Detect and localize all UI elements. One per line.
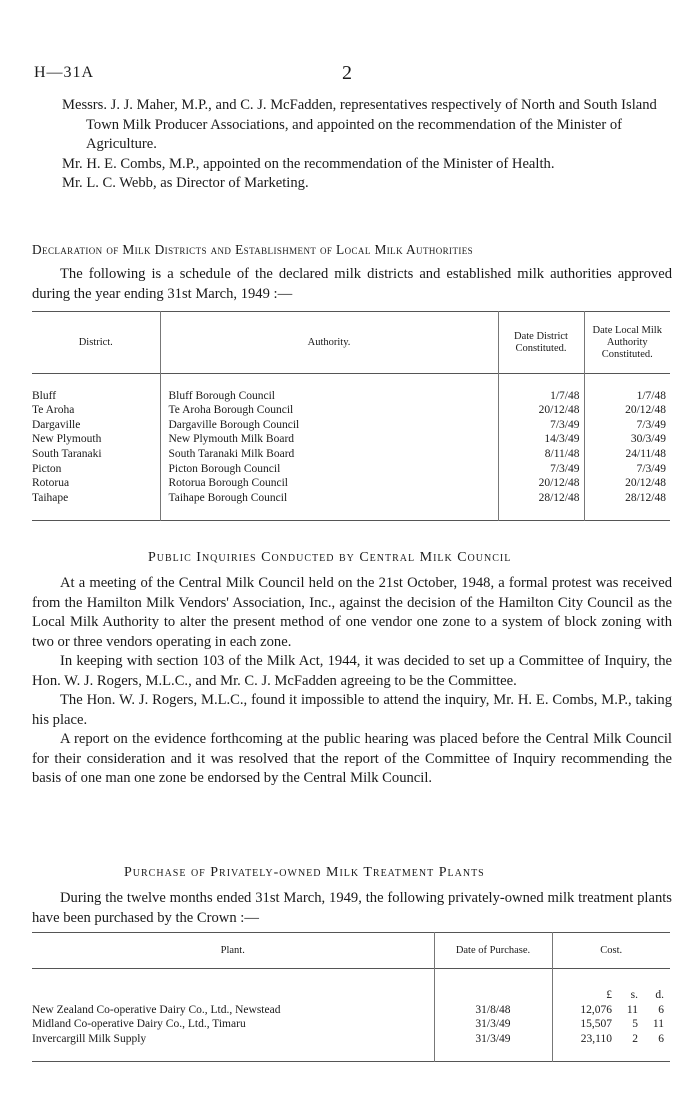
plant-cell: New Zealand Co-operative Dairy Co., Ltd., Newstead: [32, 1003, 281, 1016]
authority-text: Bluff Borough Council: [168, 389, 275, 402]
page-number: 2: [342, 62, 352, 84]
council-members-list: [32, 96, 672, 194]
cost-pence: 6: [658, 1003, 664, 1016]
table-header-row: [32, 312, 670, 374]
date-authority-cell: [584, 432, 670, 447]
date-district-cell: [498, 403, 584, 418]
date-district-text: 20/12/48: [538, 404, 580, 417]
paragraph: The Hon. W. J. Rogers, M.L.C., found it impossible to attend the inquiry, Mr. H. E. Combs, M.P., taking his place.: [32, 692, 672, 728]
date-district-cell: [498, 491, 584, 506]
paragraph: A report on the evidence forthcoming at the public hearing was placed before the Central Milk Council for their consideration and it was resolved that the report of the Committee of Inquiry recommending the basis of one man one zone be endorsed by the Central Milk Council.: [32, 731, 672, 786]
cost-pounds: 15,507: [580, 1018, 612, 1031]
column-header-authority: Authority.: [160, 312, 498, 374]
district-text: South Taranaki: [32, 447, 102, 460]
authority-cell: [160, 462, 498, 477]
paragraph: At a meeting of the Central Milk Council held on the 21st October, 1948, a formal protest was received from the Hamilton Milk Vendors' Association, Inc., against the decision of the Hamilton City Council as the Local Milk Authority to alter the present method of one vendor one zone to a system of block zoning with two or three vendors operating in each zone.: [32, 575, 672, 650]
date-district-text: 1/7/48: [550, 389, 580, 402]
district-cell: [32, 432, 160, 447]
authority-text: Dargaville Borough Council: [168, 418, 300, 431]
unit-pounds: £: [606, 988, 612, 1001]
table-row: [32, 389, 670, 404]
column-header-date-district: Date District Constituted.: [498, 312, 584, 374]
purchase-date-cell: 31/3/49: [434, 1017, 552, 1032]
cost-pounds: 23,110: [580, 1032, 612, 1045]
inquiries-heading: Public Inquiries Conducted by Central Milk Council: [148, 550, 512, 565]
authority-cell: [160, 447, 498, 462]
declaration-heading: Declaration of Milk Districts and Establishment of Local Milk Authorities: [32, 242, 474, 257]
table-row: [32, 462, 670, 477]
authority-text: Picton Borough Council: [168, 462, 281, 475]
date-authority-cell: [584, 447, 670, 462]
member-entry: Mr. L. C. Webb, as Director of Marketing.: [62, 175, 309, 191]
table-row: [32, 403, 670, 418]
column-header-district: District.: [78, 336, 113, 348]
plant-cell: Midland Co-operative Dairy Co., Ltd., Timaru: [32, 1018, 246, 1031]
cost-cell: [552, 1017, 670, 1032]
date-authority-text: 30/3/49: [630, 433, 666, 446]
authority-cell: [160, 418, 498, 433]
cost-cell: [552, 1003, 670, 1018]
date-authority-text: 20/12/48: [625, 404, 666, 417]
currency-units-row: [32, 969, 670, 1003]
authority-text: South Taranaki Milk Board: [168, 447, 295, 460]
column-header-plant: Plant.: [220, 945, 245, 956]
district-cell: [32, 447, 160, 462]
date-authority-cell: [584, 418, 670, 433]
date-district-cell: [498, 447, 584, 462]
paragraph: In keeping with section 103 of the Milk Act, 1944, it was decided to set up a Committee of Inquiry, the Hon. W. J. Rogers, M.L.C., and Mr. C. J. McFadden agreeing to be the Committee.: [32, 653, 672, 689]
authority-cell: [160, 476, 498, 491]
table-row: [32, 476, 670, 491]
date-authority-text: 24/11/48: [625, 447, 666, 460]
column-header-date-of-purchase: Date of Purchase.: [434, 933, 552, 969]
district-cell: [32, 418, 160, 433]
table-row: [32, 1032, 670, 1047]
date-authority-text: 20/12/48: [625, 477, 666, 490]
date-authority-cell: [584, 462, 670, 477]
date-authority-cell: [584, 403, 670, 418]
milk-districts-table: [32, 311, 670, 521]
unit-shillings: s.: [630, 988, 638, 1001]
table-row: [32, 418, 670, 433]
authority-text: Te Aroha Borough Council: [168, 404, 294, 417]
date-authority-text: 28/12/48: [625, 491, 666, 504]
table-row: [32, 432, 670, 447]
unit-pence: d.: [655, 988, 664, 1001]
date-district-text: 28/12/48: [538, 491, 580, 504]
column-header-cost: Cost.: [552, 933, 670, 969]
declaration-intro: [32, 265, 672, 304]
date-district-text: 14/3/49: [544, 433, 580, 446]
purchase-date-cell: 31/3/49: [434, 1032, 552, 1047]
member-entry: Messrs. J. J. Maher, M.P., and C. J. McFadden, representatives respectively of North and South Island Town Milk Producer Associations, and appointed on the recommendation of the Minister of Agriculture.: [62, 97, 657, 152]
authority-cell: [160, 389, 498, 404]
declaration-intro-text: The following is a schedule of the declared milk districts and established milk authorities approved during the year ending 31st March, 1949 :—: [32, 266, 672, 302]
cost-shillings: 11: [626, 1003, 638, 1016]
date-authority-cell: [584, 389, 670, 404]
plant-cell: Invercargill Milk Supply: [32, 1032, 147, 1045]
cost-pence: 6: [658, 1032, 664, 1045]
district-text: Dargaville: [32, 418, 81, 431]
date-authority-text: 1/7/48: [636, 389, 666, 402]
cost-shillings: 5: [632, 1018, 638, 1031]
date-district-text: 7/3/49: [550, 418, 580, 431]
date-district-cell: [498, 476, 584, 491]
district-cell: [32, 403, 160, 418]
purchase-date-cell: 31/8/48: [434, 1003, 552, 1018]
table-row: [32, 447, 670, 462]
date-district-cell: [498, 389, 584, 404]
district-cell: [32, 389, 160, 404]
district-text: Te Aroha: [32, 404, 75, 417]
district-text: New Plymouth: [32, 433, 102, 446]
district-cell: [32, 476, 160, 491]
cost-pence: 11: [652, 1018, 664, 1031]
district-cell: [32, 462, 160, 477]
authority-cell: [160, 491, 498, 506]
authority-text: Taihape Borough Council: [168, 491, 288, 504]
district-text: Rotorua: [32, 477, 70, 490]
authority-text: Rotorua Borough Council: [168, 477, 288, 490]
table-row: [32, 1017, 670, 1032]
district-cell: [32, 491, 160, 506]
date-authority-cell: [584, 476, 670, 491]
authority-text: New Plymouth Milk Board: [168, 433, 295, 446]
date-authority-text: 7/3/49: [636, 462, 666, 475]
date-district-text: 20/12/48: [538, 477, 580, 490]
inquiries-body: [32, 574, 672, 789]
purchase-intro: [32, 889, 672, 928]
date-district-text: 8/11/48: [544, 447, 580, 460]
cost-shillings: 2: [632, 1032, 638, 1045]
date-district-text: 7/3/49: [550, 462, 580, 475]
member-entry: Mr. H. E. Combs, M.P., appointed on the recommendation of the Minister of Health.: [62, 155, 555, 172]
purchase-heading: Purchase of Privately-owned Milk Treatment Plants: [124, 865, 485, 880]
cost-cell: [552, 1032, 670, 1047]
date-district-cell: [498, 418, 584, 433]
date-authority-cell: [584, 491, 670, 506]
purchase-intro-text: During the twelve months ended 31st March, 1949, the following privately-owned milk treatment plants have been purchased by the Crown :—: [32, 890, 672, 926]
plants-purchased-table: [32, 932, 670, 1062]
cost-pounds: 12,076: [580, 1003, 612, 1016]
date-authority-text: 7/3/49: [636, 418, 666, 431]
document-reference: H—31A: [34, 64, 95, 81]
table-row: [32, 1003, 670, 1018]
table-row: [32, 491, 670, 506]
authority-cell: [160, 403, 498, 418]
district-text: Bluff: [32, 389, 57, 402]
date-district-cell: [498, 432, 584, 447]
district-text: Picton: [32, 462, 62, 475]
district-text: Taihape: [32, 491, 69, 504]
column-header-date-authority: Date Local Milk Authority Constituted.: [584, 312, 670, 374]
authority-cell: [160, 432, 498, 447]
date-district-cell: [498, 462, 584, 477]
table-header-row: [32, 933, 670, 969]
